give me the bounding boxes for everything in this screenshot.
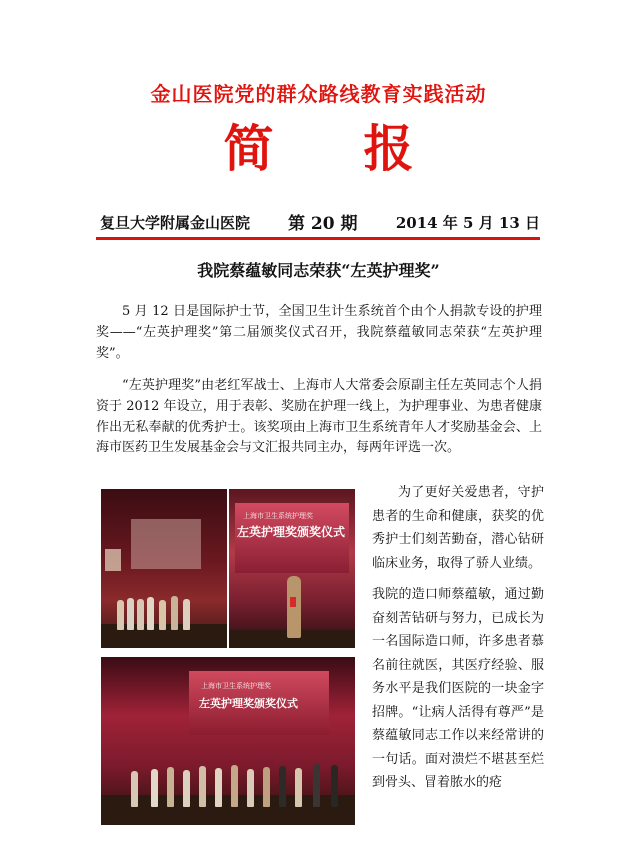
report-title: 简报 [223, 119, 504, 178]
article-side-paragraph: 为了更好关爱患者，守护患者的生命和健康，获奖的优秀护士们刻苦勤奋，潜心钻研临床业务，取得了骄人业绩。 [372, 485, 544, 571]
banner-top-text: 上海市卫生系统护理奖 [201, 682, 271, 690]
banner-title-text: 左英护理奖颁奖仪式 [199, 697, 298, 710]
article-paragraph: “左英护理奖”由老红军战士、上海市人大常委会原副主任左英同志个人捐资于 2012 年设立，用于表彰、奖励在护理一线上，为护理事业、为患者健康作出无私奉献的优秀护士。该奖项由上海市卫生系统青年人才奖励基金会、上海市医药卫生发展基金会与文汇报共同主办，每两年评选一次。 [96, 378, 542, 456]
article-paragraph: 5 月 12 日是国际护士节，全国卫生计生系统首个由个人捐款专设的护理奖——“左英护理奖”第二届颁奖仪式召开，我院蔡蕴敏同志荣获“左英护理奖”。 [96, 304, 542, 361]
award-photo-group [101, 657, 355, 825]
award-photo-winner [229, 489, 355, 648]
article-side-paragraph: 我院的造口师蔡蕴敏，通过勤奋刻苦钻研与努力，已成长为一名国际造口师，许多患者慕名前往就医，其医疗经验、服务水平是我们医院的一块金字招牌。“让病人活得有尊严”是蔡蕴敏同志工作以来经常讲的一句话。面对溃烂不堪甚至烂到骨头、冒着脓水的疮 [372, 587, 544, 790]
article-headline: 我院蔡蕴敏同志荣获“左英护理奖” [197, 261, 440, 280]
issue-number: 第 20 期 [288, 214, 358, 234]
banner-title-text: 左英护理奖颁奖仪式 [237, 525, 346, 539]
report-subtitle: 金山医院党的群众路线教育实践活动 [150, 82, 487, 106]
banner-top-text: 上海市卫生系统护理奖 [243, 512, 313, 520]
header-divider [96, 237, 540, 240]
issue-date: 2014 年 5 月 13 日 [395, 214, 540, 232]
award-photo-stage-left [101, 489, 227, 648]
org-name: 复旦大学附属金山医院 [100, 214, 251, 232]
